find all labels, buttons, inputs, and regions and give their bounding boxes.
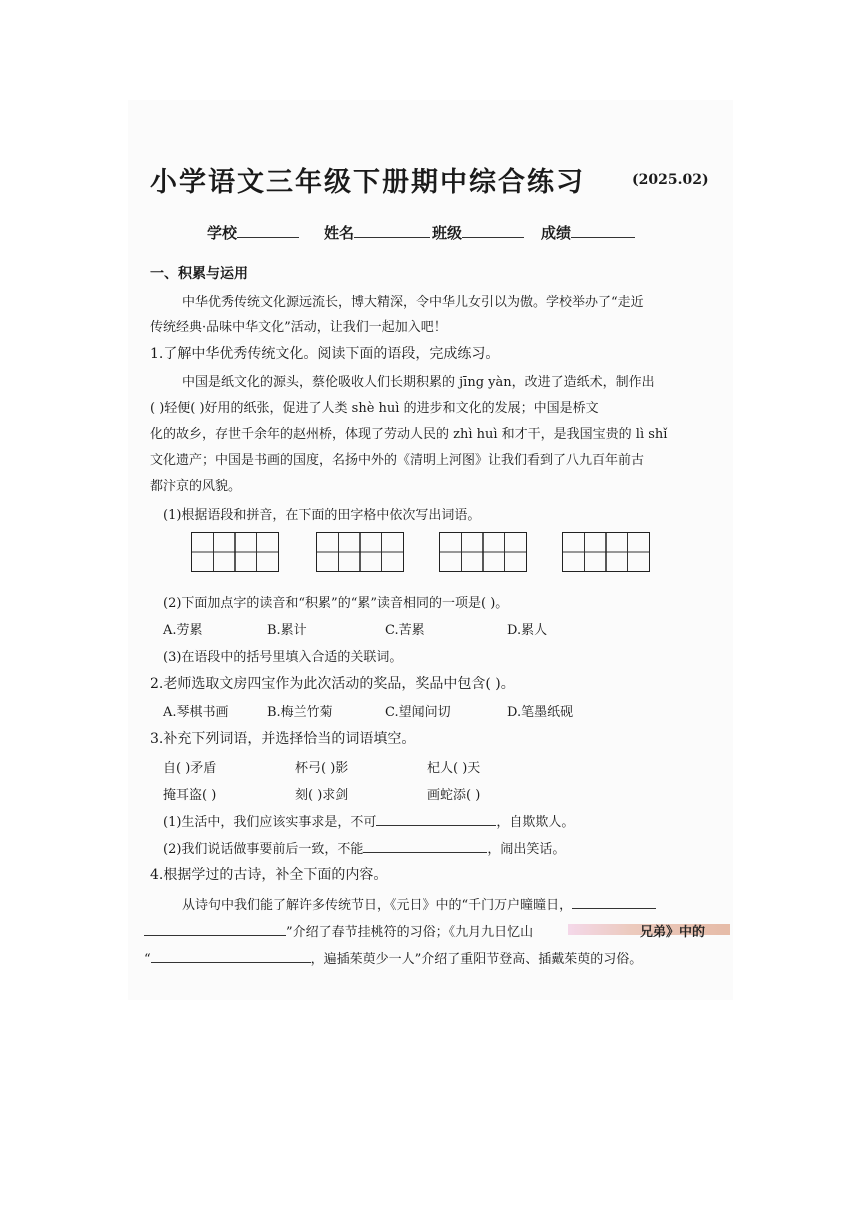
school-label: 学校: [207, 224, 238, 242]
q1-sub3: (3)在语段中的括号里填入合适的关联词。: [163, 650, 403, 665]
tianzige-grid-1[interactable]: [191, 532, 279, 572]
idiom-5[interactable]: 刻( )求剑: [295, 788, 349, 803]
q4-line-3-text: ，遍插茱萸少一人”介绍了重阳节登高、插戴茱萸的习俗。: [310, 952, 643, 967]
tianzige-lines: [563, 533, 649, 571]
q3-blank-1[interactable]: [376, 811, 496, 826]
q3-blank-2[interactable]: [363, 838, 487, 853]
q4-blank-2[interactable]: [144, 921, 286, 936]
question-3-stem: 3.补充下列词语，并选择恰当的词语填空。: [150, 731, 416, 747]
name-blank[interactable]: [354, 223, 430, 238]
score-field[interactable]: [541, 222, 635, 243]
q3-sentence-1-end: ，自欺欺人。: [496, 815, 575, 830]
q1-sub2: (2)下面加点字的读音和“积累”的“累”读音相同的一项是( )。: [163, 596, 509, 611]
tianzige-grid-4[interactable]: [562, 532, 650, 572]
tianzige-grid-3[interactable]: [439, 532, 527, 572]
class-label: 班级: [432, 224, 463, 242]
idiom-3[interactable]: 杞人( )天: [427, 761, 481, 776]
section-heading: 一、积累与运用: [150, 266, 248, 282]
q1-sub2-option-d[interactable]: D.累人: [507, 623, 548, 638]
q4-line-3: [144, 948, 642, 967]
idiom-4[interactable]: 掩耳盗( ): [163, 788, 217, 803]
page-title: 小学语文三年级下册期中综合练习: [150, 167, 585, 198]
question-1-stem: 1.了解中华优秀传统文化。阅读下面的语段，完成练习。: [150, 346, 500, 362]
idiom-6[interactable]: 画蛇添( ): [427, 788, 481, 803]
intro-line-1: 中华优秀传统文化源远流长，博大精深，令中华儿女引以为傲。学校举办了“走近: [182, 295, 644, 310]
q4-open-quote: “: [144, 952, 151, 967]
score-blank[interactable]: [571, 223, 635, 238]
q1-sub1: (1)根据语段和拼音，在下面的田字格中依次写出词语。: [163, 508, 481, 523]
name-field[interactable]: [324, 222, 430, 243]
q3-sentence-2-start: (2)我们说话做事要前后一致，不能: [163, 842, 364, 857]
intro-line-2: 传统经典·品味中华文化”活动，让我们一起加入吧！: [150, 320, 447, 335]
idiom-2[interactable]: 杯弓( )影: [295, 761, 349, 776]
q2-option-d[interactable]: D.笔墨纸砚: [507, 705, 574, 720]
tianzige-lines: [440, 533, 526, 571]
q4-line-1: [182, 894, 656, 913]
q2-option-c[interactable]: C.望闻问切: [385, 705, 451, 720]
q2-option-b[interactable]: B.梅兰竹菊: [267, 705, 333, 720]
tianzige-grid-2[interactable]: [316, 532, 404, 572]
q3-sentence-1-start: (1)生活中，我们应该实事求是，不可: [163, 815, 377, 830]
question-2-stem: 2.老师选取文房四宝作为此次活动的奖品，奖品中包含( )。: [150, 676, 515, 692]
class-field[interactable]: [432, 222, 524, 243]
question-4-stem: 4.根据学过的古诗，补全下面的内容。: [150, 867, 388, 883]
passage-line-4: 文化遗产；中国是书画的国度，名扬中外的《清明上河图》让我们看到了八九百年前古: [150, 453, 645, 468]
q3-sentence-2: [163, 838, 565, 857]
school-field[interactable]: [207, 222, 299, 243]
tianzige-lines: [317, 533, 403, 571]
q1-sub2-option-a[interactable]: A.劳累: [163, 623, 203, 638]
school-blank[interactable]: [237, 223, 299, 238]
passage-line-5: 都汴京的风貌。: [150, 479, 242, 494]
score-label: 成绩: [541, 224, 572, 242]
q3-sentence-1: [163, 811, 574, 830]
tianzige-lines: [192, 533, 278, 571]
q2-option-a[interactable]: A.琴棋书画: [163, 705, 229, 720]
q3-sentence-2-end: ，闹出笑话。: [487, 842, 566, 857]
q4-line-2-tail: 兄弟》中的: [640, 925, 706, 940]
class-blank[interactable]: [462, 223, 524, 238]
q4-line-2: [144, 921, 533, 940]
q4-line-2-text: ”介绍了春节挂桃符的习俗；《九月九日忆山: [286, 925, 534, 940]
passage-line-3: 化的故乡，存世千余年的赵州桥，体现了劳动人民的 zhì huì 和才干，是我国宝贵的 lì shǐ: [150, 427, 668, 442]
exam-date: (2025.02): [632, 172, 709, 188]
name-label: 姓名: [324, 224, 355, 242]
q4-blank-1[interactable]: [572, 894, 656, 909]
passage-line-2: ( )轻便( )好用的纸张，促进了人类 shè huì 的进步和文化的发展；中国是桥文: [150, 401, 599, 416]
q1-sub2-option-c[interactable]: C.苦累: [385, 623, 425, 638]
q1-sub2-option-b[interactable]: B.累计: [267, 623, 307, 638]
q4-line-1-text: 从诗句中我们能了解许多传统节日，《元日》中的“千门万户曈曈日，: [182, 898, 573, 913]
idiom-1[interactable]: 自( )矛盾: [163, 761, 217, 776]
passage-line-1: 中国是纸文化的源头，蔡伦吸收人们长期积累的 jīng yàn，改进了造纸术，制作出: [182, 375, 655, 390]
q4-blank-3[interactable]: [151, 948, 311, 963]
